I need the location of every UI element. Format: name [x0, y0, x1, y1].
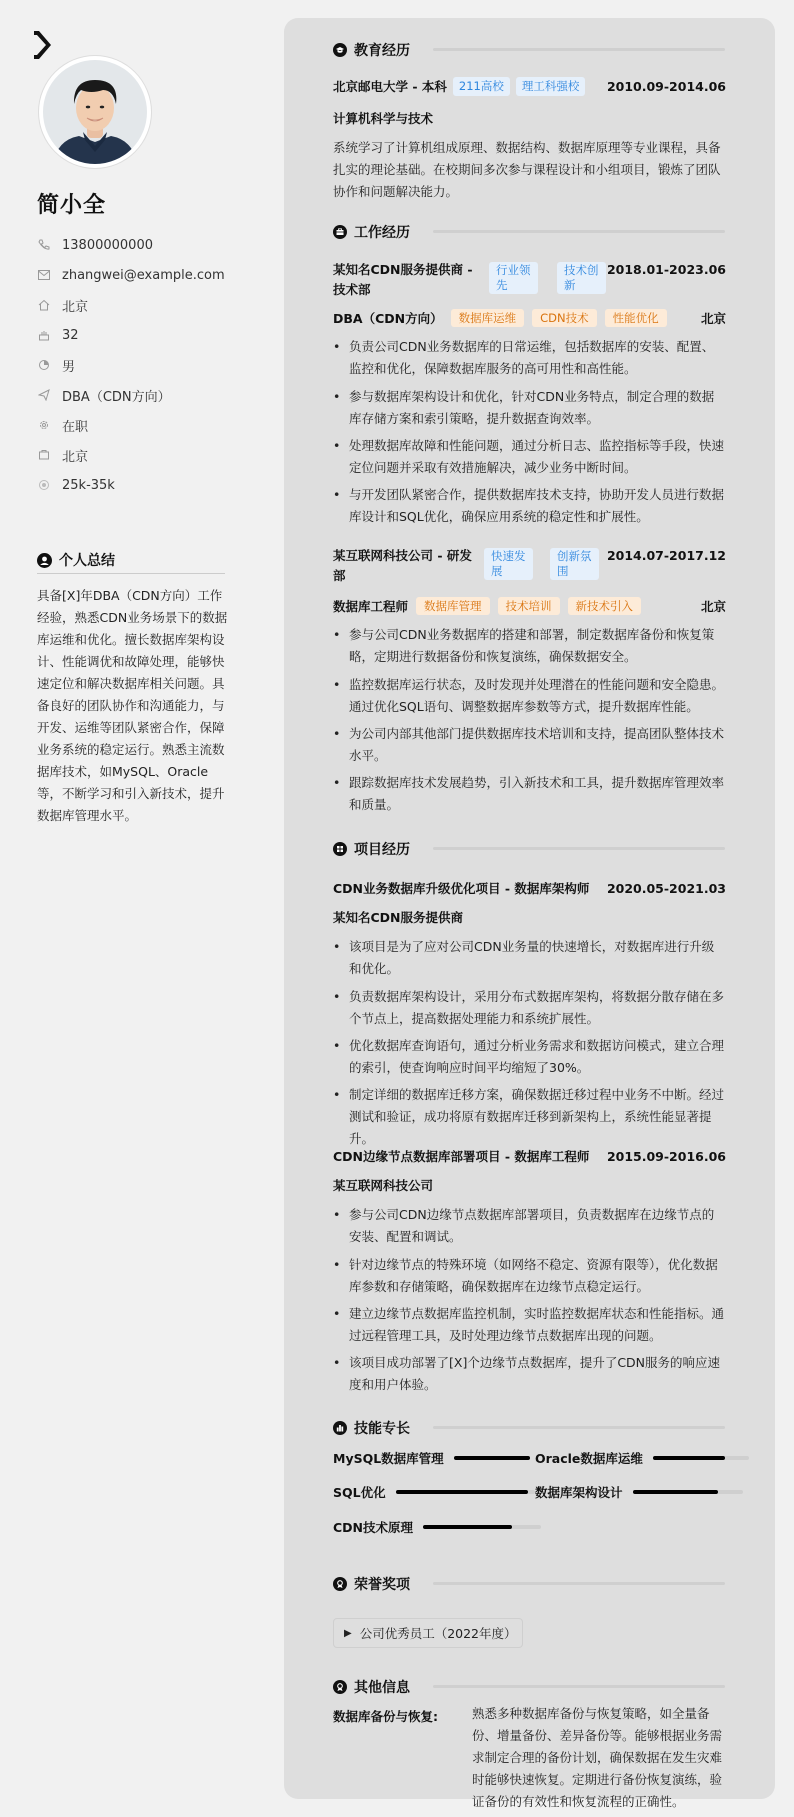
list-item: • 制定详细的数据库迁移方案，确保数据迁移过程中业务不中断。经过测试和验证，成功将原有数据库迁移到新架构上，系统性能显著提升。: [333, 1084, 726, 1150]
job-city: 北京: [700, 311, 726, 326]
project-header: [333, 1146, 726, 1166]
info-city: [37, 440, 225, 470]
skill-item: [333, 1449, 530, 1467]
project-header: [333, 878, 726, 898]
info-text: 13800000000: [62, 237, 153, 253]
skill-tag: 新技术引入: [568, 597, 642, 615]
info-text: 25k-35k: [62, 477, 115, 493]
skill-bar: [653, 1456, 749, 1460]
section-line: [433, 1582, 725, 1585]
divider: [37, 573, 225, 574]
skill-bar-fill: [653, 1456, 725, 1460]
user-icon: [37, 553, 52, 568]
skill-item: [333, 1518, 541, 1536]
salary-icon: [37, 478, 51, 492]
tag: 行业领 先: [489, 262, 538, 294]
contact-info: [37, 230, 225, 500]
job-role: DBA（CDN方向）: [333, 311, 443, 326]
school-name: 北京邮电大学 - 本科: [333, 79, 447, 94]
tag: 211高校: [453, 77, 510, 96]
education-desc: 系统学习了计算机组成原理、数据结构、数据库原理等专业课程，具备扎实的理论基础。在校期间多次参与课程设计和小组项目，锻炼了团队协作和问题解决能力。: [333, 140, 721, 199]
project-org: 某知名CDN服务提供商: [333, 910, 464, 925]
list-item: • 建立边缘节点数据库监控机制，实时监控数据库状态和性能指标。通过远程管理工具，及时处理边缘节点数据库出现的问题。: [333, 1303, 726, 1347]
skill-bar-fill: [633, 1490, 719, 1494]
list-item: • 跟踪数据库技术发展趋势，引入新技术和工具，提升数据库管理效率和质量。: [333, 772, 726, 816]
skill-tag: 数据库管理: [416, 597, 490, 615]
job-role: 数据库工程师: [333, 599, 409, 614]
brand-logo-icon: [34, 31, 52, 59]
section-line: [433, 847, 725, 850]
skill-name: Oracle数据库运维: [535, 1451, 643, 1466]
avatar: [39, 56, 151, 168]
list-item: • 针对边缘节点的特殊环境（如网络不稳定、资源有限等），优化数据库参数和存储策略，确保数据库在边缘节点稳定运行。: [333, 1254, 726, 1298]
info-text: 北京: [62, 449, 89, 465]
job-role-row: [333, 596, 726, 616]
other-label: 数据库备份与恢复:: [333, 1709, 438, 1724]
summary-heading: 个人总结: [37, 550, 115, 570]
award-icon: [333, 1577, 347, 1591]
company-name: 某互联网科技公司 - 研发: [333, 548, 472, 563]
skill-name: CDN技术原理: [333, 1520, 414, 1535]
project-date: 2015.09-2016.06: [606, 1148, 726, 1164]
major: 计算机科学与技术: [333, 111, 434, 126]
skill-bar-fill: [454, 1456, 530, 1460]
skill-bar: [633, 1490, 743, 1494]
tag: 技术创 新: [557, 262, 606, 294]
skill-item: [333, 1483, 535, 1501]
education-heading: 教育经历: [333, 40, 410, 60]
grid-icon: [333, 842, 347, 856]
info-text: 男: [62, 359, 76, 375]
info-phone: [37, 230, 225, 260]
main-panel: [284, 18, 775, 1809]
skill-name: 数据库架构设计: [535, 1485, 623, 1500]
mail-icon: [37, 268, 51, 282]
info-hometown: [37, 290, 225, 320]
project-date: 2020.05-2021.03: [606, 880, 726, 896]
project-org: 某互联网科技公司: [333, 1178, 434, 1193]
honor-item[interactable]: [333, 1618, 523, 1648]
profile-photo: [43, 60, 147, 164]
skill-item: [535, 1483, 743, 1501]
company-dept: 技术部: [333, 282, 371, 297]
education-date: 2010.09-2014.06: [606, 78, 726, 94]
skill-bar: [454, 1456, 530, 1460]
skill-bar: [423, 1525, 541, 1529]
other-text: 熟悉多种数据库备份与恢复策略，如全量备份、增量备份、差异备份等。能够根据业务需求制定合理的备份计划，确保数据在发生灾难时能够快速恢复。定期进行备份恢复演练，验证备份的有效性和恢复流程的正确性。: [472, 1706, 723, 1809]
list-item: • 参与公司CDN边缘节点数据库部署项目，负责数据库在边缘节点的安装、配置和调试。: [333, 1204, 726, 1248]
info-age: [37, 320, 225, 350]
location-icon: [37, 448, 51, 462]
section-line: [433, 1426, 725, 1429]
caret-right-icon: ▶: [344, 1627, 352, 1639]
tag: 创新氛 围: [550, 548, 599, 580]
other-heading: 其他信息: [333, 1677, 410, 1697]
project-name: CDN边缘节点数据库部署项目 - 数据库工程师: [333, 1149, 590, 1164]
list-item: • 负责数据库架构设计，采用分布式数据库架构，将数据分散存储在多个节点上，提高数据处理能力和系统扩展性。: [333, 986, 726, 1030]
list-item: • 负责公司CDN业务数据库的日常运维，包括数据库的安装、配置、监控和优化，保障数据库服务的高可用性和高性能。: [333, 336, 726, 380]
projects-heading: 项目经历: [333, 839, 410, 859]
info-position: [37, 380, 225, 410]
skill-tag: 性能优化: [605, 309, 667, 327]
education-header: [333, 76, 726, 96]
skill-tag: 数据库运维: [451, 309, 525, 327]
skills-heading: 技能专长: [333, 1418, 410, 1438]
tag: 快速发 展: [484, 548, 533, 580]
section-line: [433, 1685, 725, 1688]
honor-text: 公司优秀员工（2022年度）: [359, 1626, 517, 1641]
skill-name: SQL优化: [333, 1485, 386, 1500]
skill-tag: CDN技术: [532, 309, 597, 327]
skill-bar-fill: [423, 1525, 512, 1529]
list-item: • 该项目成功部署了[X]个边缘节点数据库，提升了CDN服务的响应速度和用户体验。: [333, 1352, 726, 1396]
info-text: 在职: [62, 419, 89, 435]
briefcase-icon: [333, 225, 347, 239]
job-date: 2014.07-2017.12: [606, 548, 726, 563]
skill-bar-fill: [396, 1490, 528, 1494]
info-text: DBA（CDN方向）: [62, 389, 171, 405]
honors-heading: 荣誉奖项: [333, 1574, 410, 1594]
list-item: • 该项目是为了应对公司CDN业务量的快速增长，对数据库进行升级和优化。: [333, 936, 726, 980]
list-item: • 参与数据库架构设计和优化，针对CDN业务特点，制定合理的数据库存储方案和索引策略，提升数据查询效率。: [333, 386, 726, 430]
job-city: 北京: [700, 599, 726, 614]
company-dept: 部: [333, 568, 346, 583]
candidate-name: 简小全: [37, 193, 107, 218]
list-item: • 处理数据库故障和性能问题，通过分析日志、监控指标等手段，快速定位问题并采取有效措施解决，减少业务中断时间。: [333, 435, 726, 479]
award-icon: [333, 1680, 347, 1694]
list-item: • 与开发团队紧密合作，提供数据库技术支持，协助开发人员进行数据库设计和SQL优化，确保应用系统的稳定性和扩展性。: [333, 484, 726, 528]
list-item: • 监控数据库运行状态，及时发现并处理潜在的性能问题和安全隐患。通过优化SQL语句、调整数据库参数等方式，提升数据库性能。: [333, 674, 726, 718]
tag: 理工科强校: [516, 77, 586, 96]
list-item: • 参与公司CDN业务数据库的搭建和部署，制定数据库备份和恢复策略，定期进行数据备份和恢复演练，确保数据安全。: [333, 624, 726, 668]
bar-chart-icon: [333, 1421, 347, 1435]
company-name: 某知名CDN服务提供商 -: [333, 262, 473, 277]
list-item: • 为公司内部其他部门提供数据库技术培训和支持，提高团队整体技术水平。: [333, 723, 726, 767]
summary-text: 具备[X]年DBA（CDN方向）工作经验，熟悉CDN业务场景下的数据库运维和优化。擅长数据库架构设计、性能调优和故障处理，能够快速定位和解决数据库相关问题。具备良好的团队协作和沟通能力，与开发、运维等团队紧密合作，保障业务系统的稳定运行。熟悉主流数据库技术，如MySQL、Oracle等，不断学习和引入新技术，提升数据库管理水平。: [37, 588, 228, 823]
graduation-cap-icon: [333, 43, 347, 57]
section-line: [433, 230, 725, 233]
skill-item: [535, 1449, 749, 1467]
skill-bar: [396, 1490, 535, 1494]
gender-icon: [37, 358, 51, 372]
info-status: [37, 410, 225, 440]
info-text: zhangwei@example.com: [62, 267, 225, 283]
send-icon: [37, 388, 51, 402]
age-icon: [37, 328, 51, 342]
skill-name: MySQL数据库管理: [333, 1451, 444, 1466]
info-salary: [37, 470, 225, 500]
info-text: 北京: [62, 299, 89, 315]
work-heading: 工作经历: [333, 222, 410, 242]
gear-icon: [37, 418, 51, 432]
info-gender: [37, 350, 225, 380]
info-email: [37, 260, 225, 290]
project-name: CDN业务数据库升级优化项目 - 数据库架构师: [333, 881, 590, 896]
section-line: [433, 48, 725, 51]
skill-tag: 技术培训: [498, 597, 560, 615]
phone-icon: [37, 238, 51, 252]
info-text: 32: [62, 327, 79, 343]
list-item: • 优化数据库查询语句，通过分析业务需求和数据访问模式，建立合理的索引，使查询响应时间平均缩短了30%。: [333, 1035, 726, 1079]
job-date: 2018.01-2023.06: [606, 262, 726, 277]
job-role-row: [333, 308, 726, 328]
home-icon: [37, 298, 51, 312]
